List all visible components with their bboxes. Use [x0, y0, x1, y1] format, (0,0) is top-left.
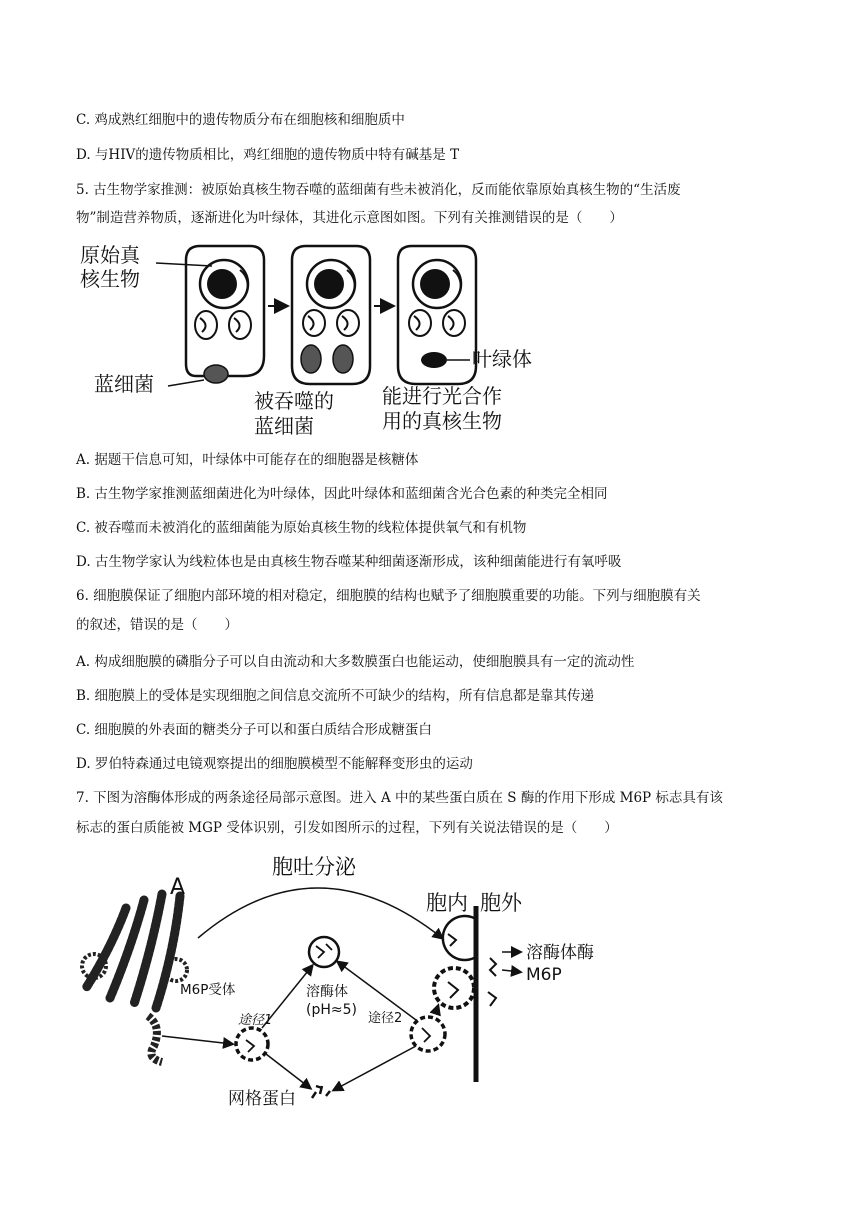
label-lysosome-ph: (pH≈5): [306, 1002, 357, 1018]
label-golgi-a: A: [170, 875, 186, 900]
label-photosynthetic-eukaryote-1: 能进行光合作: [382, 384, 502, 408]
question-7-line-2: 标志的蛋白质能被 MGP 受体识别，引发如图所示的过程，下列有关说法错误的是（ ）: [76, 820, 618, 836]
label-pathway-1: 途径1: [238, 1013, 273, 1028]
label-cyanobacteria: 蓝细菌: [94, 372, 154, 396]
engulfing-eukaryote-cell: [292, 246, 370, 384]
question-6-option-d: D. 罗伯特森通过电镜观察提出的细胞膜模型不能解释变形虫的运动: [76, 756, 473, 772]
question-6-line-2: 的叙述，错误的是（ ）: [76, 617, 238, 633]
question-5-option-c: C. 被吞噬而未被消化的蓝细菌能为原始真核生物的线粒体提供氧气和有机物: [76, 520, 527, 536]
label-clathrin: 网格蛋白: [228, 1089, 296, 1109]
label-photosynthetic-eukaryote-2: 用的真核生物: [382, 409, 502, 433]
label-lysosomal-enzyme: 溶酶体酶: [526, 943, 594, 963]
endosymbiosis-figure: [76, 236, 576, 446]
label-lysosome: 溶酶体: [306, 984, 348, 1000]
label-pathway-2: 途径2: [368, 1011, 403, 1026]
label-primitive-eukaryote-1: 原始真: [80, 243, 140, 267]
photosynthetic-eukaryote-cell: [398, 246, 476, 384]
label-primitive-eukaryote-2: 核生物: [80, 267, 140, 291]
option-d-previous: D. 与HIV的遗传物质相比，鸡红细胞的遗传物质中特有碱基是 T: [76, 147, 460, 163]
label-m6p-receptor: M6P受体: [180, 982, 236, 998]
question-5-line-2: 物”制造营养物质，逐渐进化为叶绿体，其进化示意图如图。下列有关推测错误的是（ ）: [76, 210, 623, 226]
clathrin-fragments: [312, 1086, 330, 1098]
question-6-option-b: B. 细胞膜上的受体是实现细胞之间信息交流所不可缺少的结构，所有信息都是靠其传递: [76, 688, 595, 704]
question-5-option-a: A. 据题干信息可知，叶绿体中可能存在的细胞器是核糖体: [76, 452, 419, 468]
label-m6p: M6P: [526, 965, 562, 985]
secretory-vesicle: [443, 916, 474, 960]
label-engulfed-cyanobacteria-2: 蓝细菌: [254, 414, 314, 438]
label-outside-cell: 胞外: [480, 891, 522, 915]
lysosomal-enzyme-molecule: [490, 958, 496, 976]
question-6-line-1: 6. 细胞膜保证了细胞内部环境的相对稳定，细胞膜的结构也赋予了细胞膜重要的功能。下列与细胞膜有关: [76, 588, 701, 604]
question-7-line-1: 7. 下图为溶酶体形成的两条途径局部示意图。进入 A 中的某些蛋白质在 S 酶的作用下形成 M6P 标志具有该: [76, 790, 723, 806]
lysosome-pathway-figure: [76, 848, 636, 1118]
label-chloroplast: 叶绿体: [472, 347, 532, 371]
question-5-option-d: D. 古生物学家认为线粒体也是由真核生物吞噬某种细菌逐渐形成，该种细菌能进行有氧呼吸: [76, 554, 622, 570]
primitive-eukaryote-cell: [186, 246, 264, 383]
option-c-previous: C. 鸡成熟红细胞中的遗传物质分布在细胞核和细胞质中: [76, 112, 405, 128]
label-engulfed-cyanobacteria-1: 被吞噬的: [254, 389, 334, 413]
label-exocytosis: 胞吐分泌: [272, 855, 356, 879]
question-6-option-a: A. 构成细胞膜的磷脂分子可以自由流动和大多数膜蛋白也能运动，使细胞膜具有一定的流动性: [76, 654, 635, 670]
question-5-option-b: B. 古生物学家推测蓝细菌进化为叶绿体，因此叶绿体和蓝细菌含光合色素的种类完全相同: [76, 486, 608, 502]
question-6-option-c: C. 细胞膜的外表面的糖类分子可以和蛋白质结合形成糖蛋白: [76, 722, 432, 738]
question-5-line-1: 5. 古生物学家推测：被原始真核生物吞噬的蓝细菌有些未被消化，反而能依靠原始真核生物的“生活废: [76, 182, 681, 198]
label-inside-cell: 胞内: [426, 891, 468, 915]
